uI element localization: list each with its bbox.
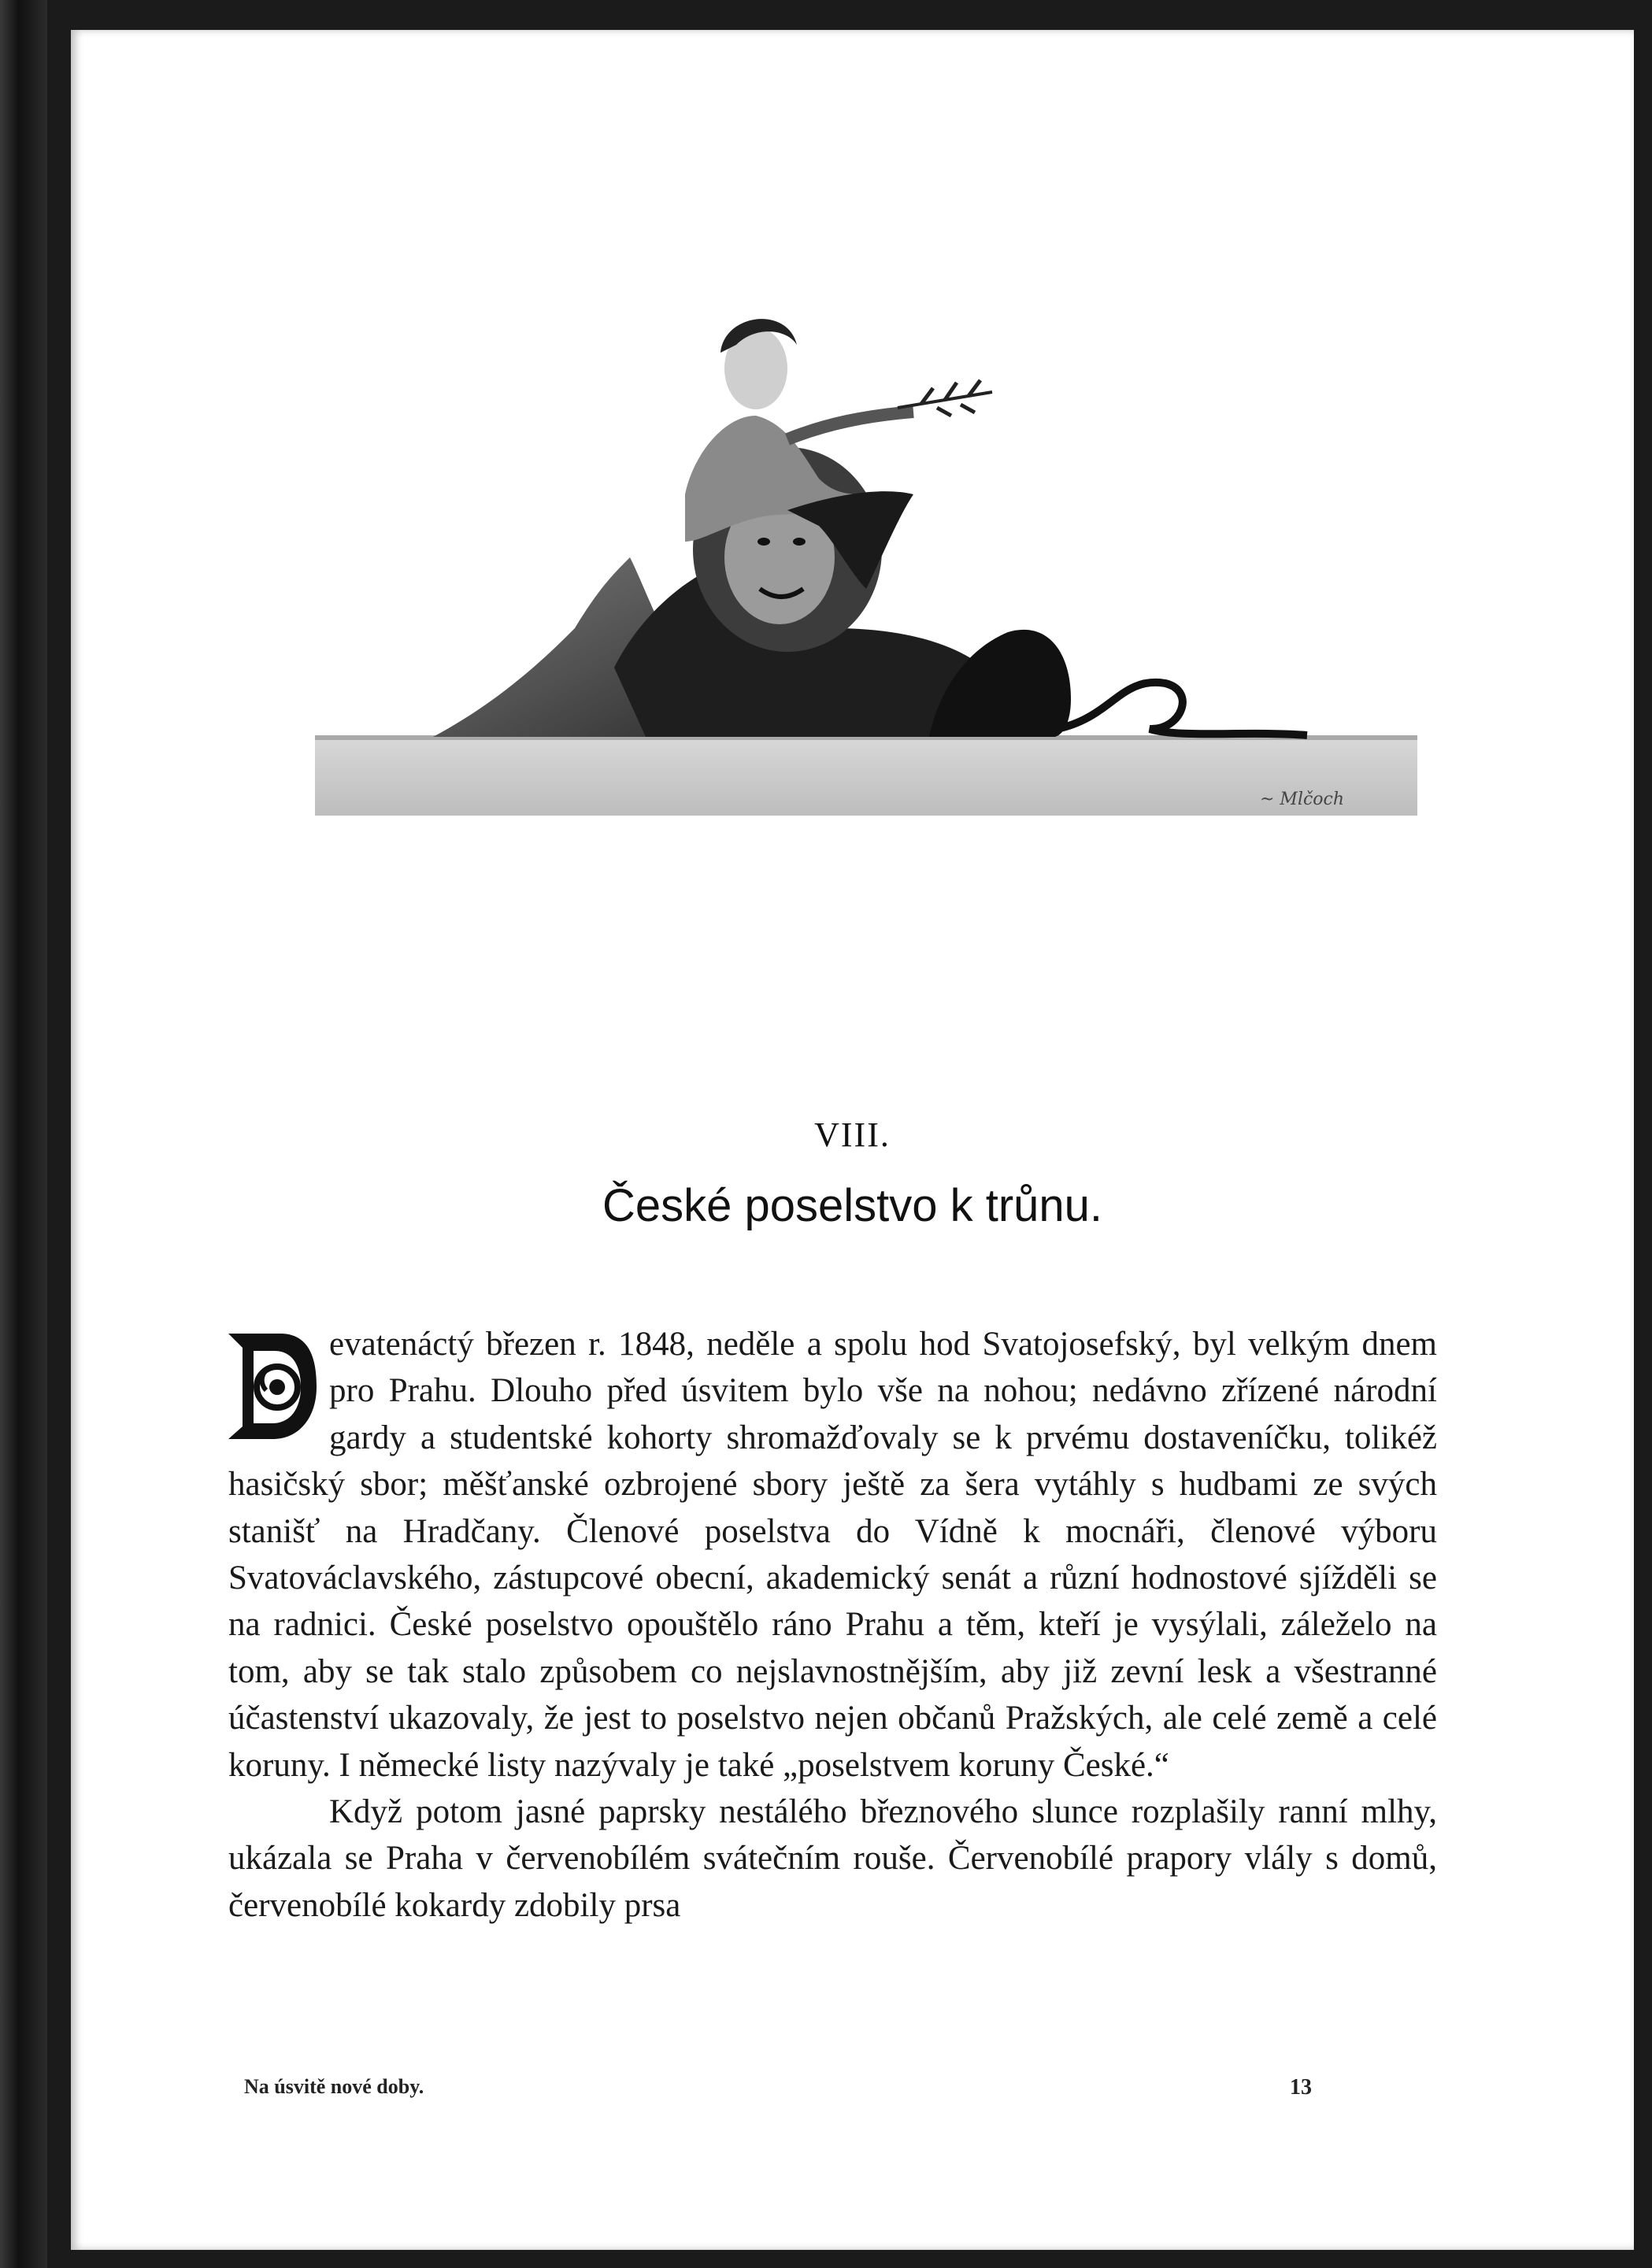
scan-binding-edge [0, 0, 47, 2268]
illustration-signature: ~ Mlčoch [1260, 790, 1345, 809]
drop-cap [225, 1327, 318, 1444]
paragraph-2: Když potom jasné paprsky nestálého březnového slunce rozplašily ranní mlhy, ukázala se Praha v červenobílém svátečním rouše. Červenobílé prapory vlály s domů, červenobílé kokardy zdobily prsa [228, 1793, 1437, 1924]
svg-text:D: D [225, 1327, 226, 1328]
paragraph-1-text: evatenáctý březen r. 1848, neděle a spolu hod Svatojosefský, byl velkým dnem pro Prahu. Dlouho před úsvitem bylo vše na nohou; nedávno zřízené národní gardy a studentské kohorty shromažďovaly se k prvému dostaveníčku, tolikéž hasičský sbor; měšťanské ozbrojené sbory ještě za šera vytáhly s hudbami ze svých stanišť na Hradčany. Členové poselstva do Vídně k mocnáři, členové výboru Svatováclavského, zástupcové obecní, akademický senát a různí hodnostové sjížděli se na radnici. České poselstvo opouštělo ráno Prahu a těm, kteří je vysýlali, záleželo na tom, aby se tak stalo způsobem co nejslavnostnějším, aby již zevní lesk a všestranné účastenství ukazovaly, že jest to poselstvo nejen občanů Pražských, ale celé země a celé koruny. I německé listy nazývaly je také „poselstvem koruny České.“ [228, 1326, 1437, 1784]
book-page [71, 30, 1634, 2250]
chapter-title: České poselstvo k trůnu. [602, 1180, 1103, 1231]
body-text [225, 1321, 1437, 1929]
paragraph-1 [225, 1321, 1437, 1789]
chapter-number: VIII. [814, 1116, 891, 1154]
page-number: 13 [1290, 2075, 1312, 2100]
woman-riding-lion-illustration [315, 258, 1417, 872]
footer-book-title: Na úsvitě nové doby. [244, 2075, 424, 2098]
